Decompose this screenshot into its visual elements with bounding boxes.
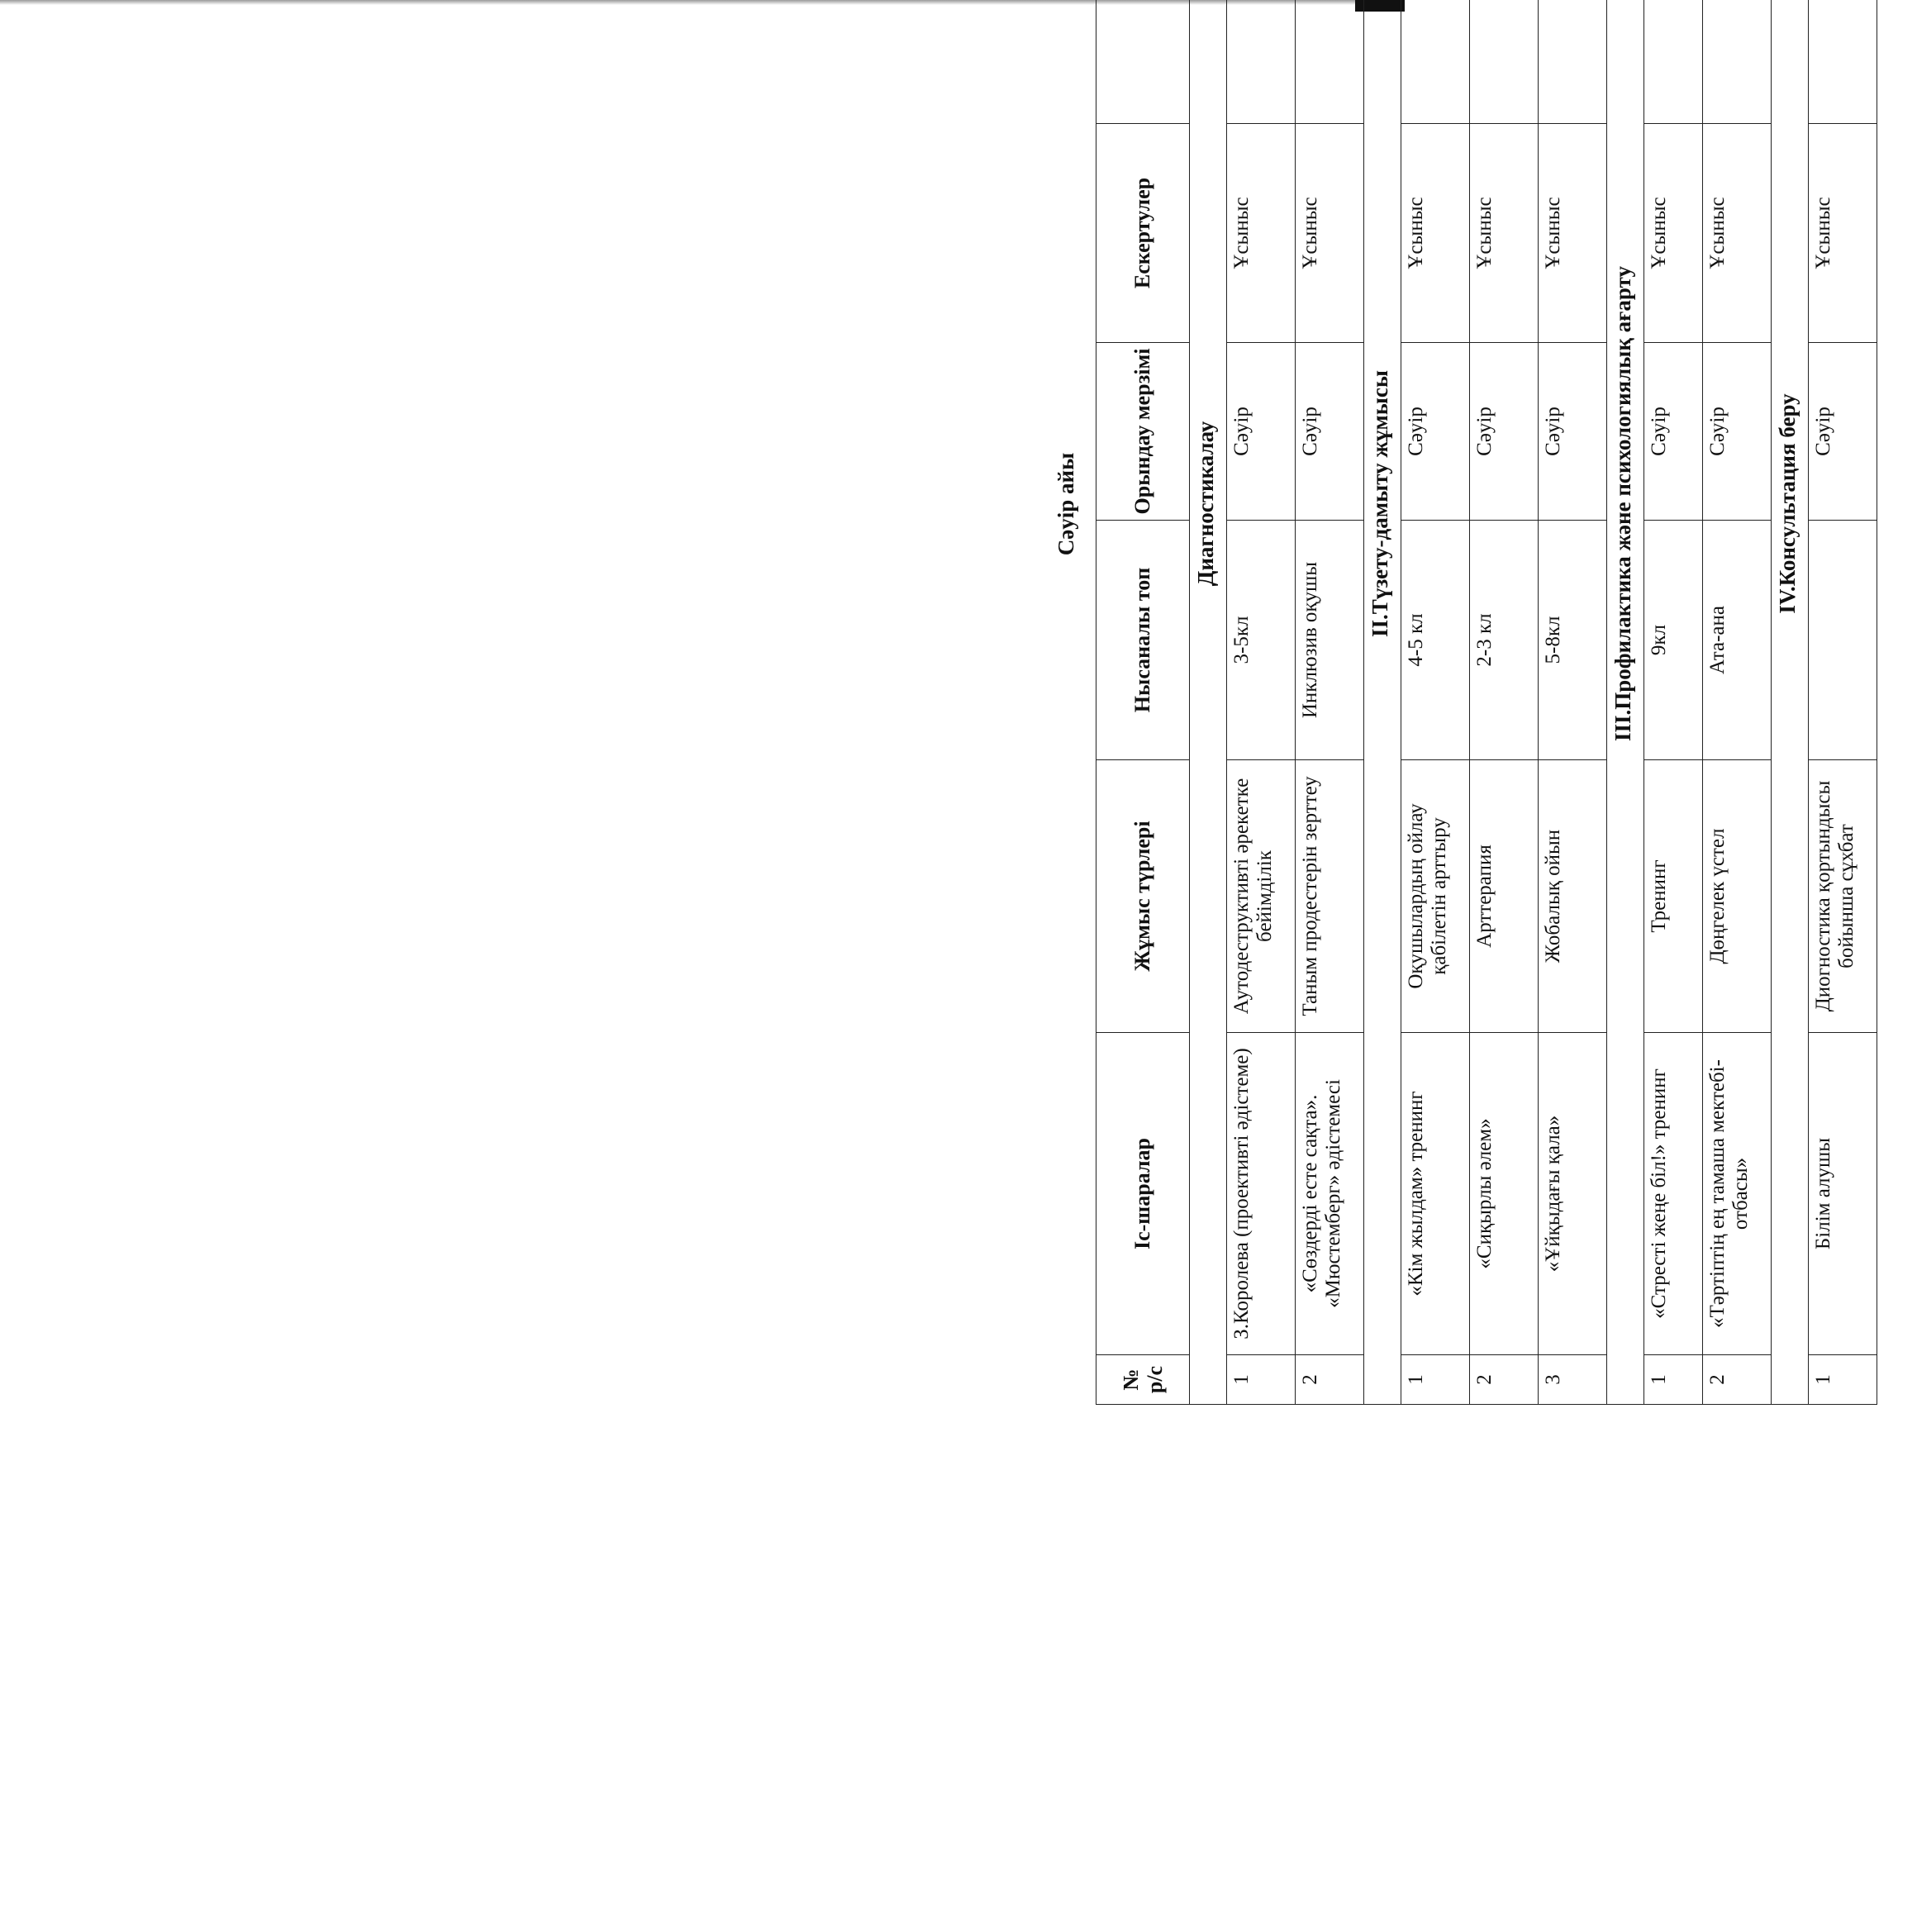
- cell-work-type: Диогностика қортындысы бойынша сұхбат: [1809, 760, 1877, 1033]
- table-row: [1809, 0, 1877, 1405]
- cell-deadline: Сәуір: [1401, 343, 1470, 521]
- cell-report-form: [1296, 0, 1364, 124]
- cell-deadline: Сәуір: [1470, 343, 1539, 521]
- cell-target-group: 4-5 кл: [1401, 521, 1470, 760]
- cell-num: 2: [1703, 1355, 1772, 1405]
- cell-notes: Ұсыныс: [1644, 124, 1703, 343]
- cell-target-group: 3-5кл: [1227, 521, 1296, 760]
- cell-deadline: Сәуір: [1644, 343, 1703, 521]
- table-row: [1470, 0, 1539, 1405]
- section-row: [1607, 0, 1644, 1405]
- cell-target-group: Инклюзив оқушы: [1296, 521, 1364, 760]
- section-title: IV.Консультация беру: [1772, 0, 1809, 1405]
- cell-event: Білім алушы: [1809, 1033, 1877, 1355]
- table-row: [1401, 0, 1470, 1405]
- header-row: [1096, 0, 1190, 1405]
- cell-notes: Ұсыныс: [1809, 124, 1877, 343]
- table-row: [1539, 0, 1607, 1405]
- header-notes: Ескертулер: [1096, 124, 1190, 343]
- cell-event: «Тәртіптің ең тамаша мектебі-отбасы»: [1703, 1033, 1772, 1355]
- section-title: II.Түзету-дамыту жұмысы: [1364, 0, 1401, 1405]
- cell-report-form: [1539, 0, 1607, 124]
- page-title: Сәуір айы: [1054, 452, 1078, 556]
- header-event: Іс-шаралар: [1096, 1033, 1190, 1355]
- table-row: [1296, 0, 1364, 1405]
- cell-num: 2: [1470, 1355, 1539, 1405]
- cell-notes: Ұсыныс: [1401, 124, 1470, 343]
- header-work-type: Жұмыс түрлері: [1096, 760, 1190, 1033]
- cell-work-type: Арттерапия: [1470, 760, 1539, 1033]
- cell-work-type: Дөңгелек үстел: [1703, 760, 1772, 1033]
- cell-event: «Ұйқыдағы қала»: [1539, 1033, 1607, 1355]
- cell-notes: Ұсыныс: [1539, 124, 1607, 343]
- cell-deadline: Сәуір: [1227, 343, 1296, 521]
- cell-report-form: [1644, 0, 1703, 124]
- cell-deadline: Сәуір: [1296, 343, 1364, 521]
- cell-num: 2: [1296, 1355, 1364, 1405]
- table-row: [1703, 0, 1772, 1405]
- section-title: III.Профилактика және психологиялық ағарту: [1607, 0, 1644, 1405]
- section-row: [1190, 0, 1227, 1405]
- cell-work-type: Оқушылардың ойлау қабілетін арттыру: [1401, 760, 1470, 1033]
- cell-event: «Сиқырлы әлем»: [1470, 1033, 1539, 1355]
- cell-deadline: Сәуір: [1809, 343, 1877, 521]
- cell-work-type: Жобалық ойын: [1539, 760, 1607, 1033]
- cell-notes: Ұсыныс: [1227, 124, 1296, 343]
- plan-table: [1096, 0, 1877, 1405]
- header-num: № р/с: [1096, 1355, 1190, 1405]
- cell-report-form: [1470, 0, 1539, 124]
- cell-num: 1: [1227, 1355, 1296, 1405]
- cell-num: 1: [1809, 1355, 1877, 1405]
- cell-event: «Стресті жеңе біл!» тренинг: [1644, 1033, 1703, 1355]
- header-target-group: Нысаналы топ: [1096, 521, 1190, 760]
- cell-deadline: Сәуір: [1703, 343, 1772, 521]
- cell-target-group: Ата-ана: [1703, 521, 1772, 760]
- cell-target-group: [1809, 521, 1877, 760]
- cell-event: «Кім жылдам» тренинг: [1401, 1033, 1470, 1355]
- cell-num: 3: [1539, 1355, 1607, 1405]
- cell-target-group: 9кл: [1644, 521, 1703, 760]
- cell-work-type: Таным продестерін зерттеу: [1296, 760, 1364, 1033]
- header-report-form: [1096, 0, 1190, 124]
- cell-report-form: [1809, 0, 1877, 124]
- table-row: [1644, 0, 1703, 1405]
- cell-work-type: Аутодеструктивті әрекетке бейімділік: [1227, 760, 1296, 1033]
- table-row: [1227, 0, 1296, 1405]
- header-deadline: Орындау мерзімі: [1096, 343, 1190, 521]
- cell-report-form: [1401, 0, 1470, 124]
- cell-event: «Сөздерді есте сақта». «Мюстемберг» әдістемесі: [1296, 1033, 1364, 1355]
- section-row: [1772, 0, 1809, 1405]
- cell-target-group: 2-3 кл: [1470, 521, 1539, 760]
- cell-notes: Ұсыныс: [1470, 124, 1539, 343]
- cell-num: 1: [1644, 1355, 1703, 1405]
- section-row: [1364, 0, 1401, 1405]
- cell-num: 1: [1401, 1355, 1470, 1405]
- section-title: Диагностикалау: [1190, 0, 1227, 1405]
- cell-work-type: Тренинг: [1644, 760, 1703, 1033]
- cell-notes: Ұсыныс: [1296, 124, 1364, 343]
- cell-target-group: 5-8кл: [1539, 521, 1607, 760]
- cell-notes: Ұсыныс: [1703, 124, 1772, 343]
- cell-event: З.Королева (проективті әдістеме): [1227, 1033, 1296, 1355]
- cell-report-form: [1703, 0, 1772, 124]
- cell-deadline: Сәуір: [1539, 343, 1607, 521]
- cell-report-form: [1227, 0, 1296, 124]
- rotated-page: [1049, 0, 1917, 1405]
